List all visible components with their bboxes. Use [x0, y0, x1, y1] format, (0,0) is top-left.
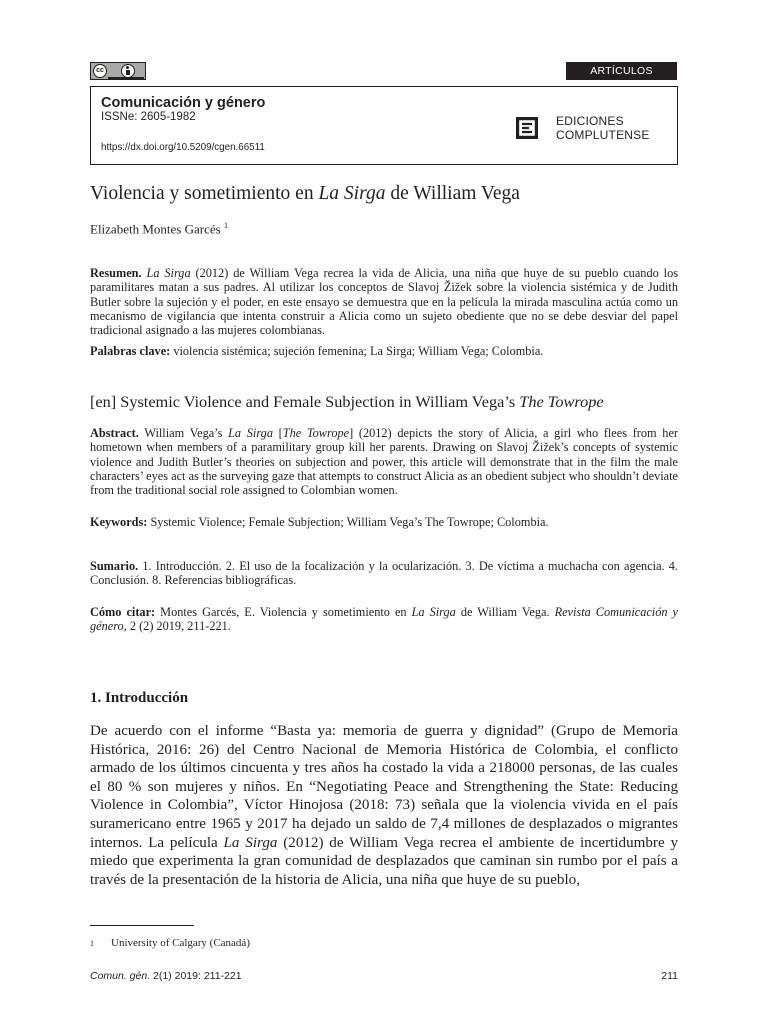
- abstract-text: [: [272, 426, 283, 440]
- english-title: [90, 392, 604, 412]
- abstract-film-en: The Towrope: [282, 426, 350, 440]
- running-issue: 2(1) 2019: 211-221: [150, 970, 242, 982]
- keywords-text: Systemic Violence; Female Subjection; William Vega’s The Towrope; Colombia.: [150, 515, 549, 529]
- abstract-text: William Vega’s: [144, 426, 229, 440]
- journal-issn: ISSNe: 2605-1982: [101, 111, 196, 123]
- palabras-text: violencia sistémica; sujeción femenina; La Sirga; William Vega; Colombia.: [173, 344, 544, 358]
- keywords-label: Keywords:: [90, 515, 148, 529]
- article-title: [90, 183, 520, 205]
- abstract-text: ] (2012) depicts the story of Alicia, a girl who flees from her hometown when members of a paramilitary group kill her parents. Drawing on Slavoj Žižek’s concepts of systemic violence and Judith Butler’s theories on subjection and power, this article will demonstrate that in the film the male characters’ eyes act as the surveying gaze that attempts to construct Alicia as an obedient subject who shouldn’t deviate from the traditional social role assigned to Colombian women.: [90, 426, 678, 498]
- como-citar: [90, 605, 678, 634]
- footnote-divider: [90, 925, 194, 926]
- sumario-text: 1. Introducción. 2. El uso de la focalización y la ocularización. 3. De víctima a muchacha con agencia. 4. Conclusión. 8. Referencias bibliográficas.: [90, 559, 678, 588]
- attribution-icon: [121, 64, 135, 78]
- title-part: de William Vega: [385, 183, 520, 204]
- en-title-text: [en] Systemic Violence and Female Subjection in William Vega’s: [90, 392, 520, 411]
- resumen-text: (2012) de William Vega recrea la vida de Alicia, una niña que huye de su pueblo cuando los paramilitares matan a sus padres. Al utilizar los conceptos de Slavoj Žižek sobre la violencia sistémica y de Judith Butler sobre la sujeción y el poder, en este ensayo se demuestra que en la película la mirada masculina actúa como un mecanismo de vigilancia que intenta construir a Alicia como un sujeto obediente que no se debe desviar del papel tradicional asignado a las mujeres colombianas.: [90, 266, 679, 338]
- title-part: Violencia y sometimiento en: [90, 183, 319, 204]
- cc-by-license-icon: [90, 62, 146, 80]
- running-journal: Comun. gén.: [90, 970, 151, 982]
- publisher-name: [556, 114, 650, 142]
- citar-text: , 2 (2) 2019, 211-221.: [123, 619, 231, 634]
- citar-label: Cómo citar:: [90, 605, 156, 619]
- paragraph-text: (2012) de William Vega recrea el ambiente de incertidumbre y miedo que experimenta la gran comunidad de desplazados que caminan sin rumbo por el país a través de la presentación de la historia de Alicia, una niña que huye de su pueblo,: [90, 834, 679, 888]
- cc-icon: cc: [93, 64, 107, 78]
- abstract-film: La Sirga: [228, 426, 273, 440]
- running-footer: [90, 970, 242, 982]
- footnote-text: University of Calgary (Canadá): [111, 937, 250, 949]
- sumario-label: Sumario.: [90, 559, 139, 573]
- section-heading-introduccion: 1. Introducción: [90, 690, 189, 706]
- palabras-label: Palabras clave:: [90, 344, 171, 358]
- journal-name: Comunicación y género: [101, 95, 266, 111]
- abstract: [90, 426, 678, 497]
- abstract-label: Abstract.: [90, 426, 139, 440]
- citar-film: La Sirga: [411, 605, 456, 619]
- author-name: [90, 221, 228, 237]
- doi-link[interactable]: https://dx.doi.org/10.5209/cgen.66511: [101, 142, 265, 153]
- citar-journal: Revista Comunicación y género: [90, 605, 678, 634]
- title-film: La Sirga: [318, 183, 386, 204]
- resumen-label: Resumen.: [90, 266, 142, 280]
- page-number: 211: [661, 970, 678, 982]
- en-title-film: The Towrope: [519, 392, 604, 411]
- citar-text: Montes Garcés, E. Violencia y sometimiento en: [155, 605, 412, 619]
- sumario: [90, 559, 678, 588]
- introduccion-paragraph: [90, 722, 678, 889]
- publisher-logo-icon: [516, 117, 538, 139]
- publisher-line-1: EDICIONES: [556, 114, 624, 128]
- author-text: Elizabeth Montes Garcés: [90, 221, 221, 237]
- keywords: [90, 515, 678, 529]
- by-label: [108, 77, 144, 80]
- citar-text: de William Vega.: [455, 605, 555, 619]
- footnote-number: 1: [90, 939, 94, 948]
- resumen-film: La Sirga: [146, 266, 191, 280]
- resumen: [90, 266, 678, 337]
- footnote-ref[interactable]: 1: [223, 221, 228, 230]
- paragraph-text: De acuerdo con el informe “Basta ya: memoria de guerra y dignidad” (Grupo de Memoria Histórica, 2016: 26) del Centro Nacional de Memoria Histórica de Colombia, el conflicto armado de los últimos cincuenta y tres años ha costado la vida a 218000 personas, de las cuales el 80 % son mujeres y niños. En “Negotiating Peace and Strengthening the State: Reducing Violence in Colombia”, Víctor Hinojosa (2018: 73) señala que la violencia vivida en el país suramericano entre 1965 y 2017 ha dejado un saldo de 7,4 millones de desplazados o migrantes internos. La película: [90, 723, 678, 851]
- section-label: ARTÍCULOS: [566, 62, 677, 80]
- palabras-clave: [90, 344, 678, 358]
- paragraph-film: La Sirga: [223, 834, 278, 851]
- publisher-line-2: COMPLUTENSE: [556, 128, 650, 142]
